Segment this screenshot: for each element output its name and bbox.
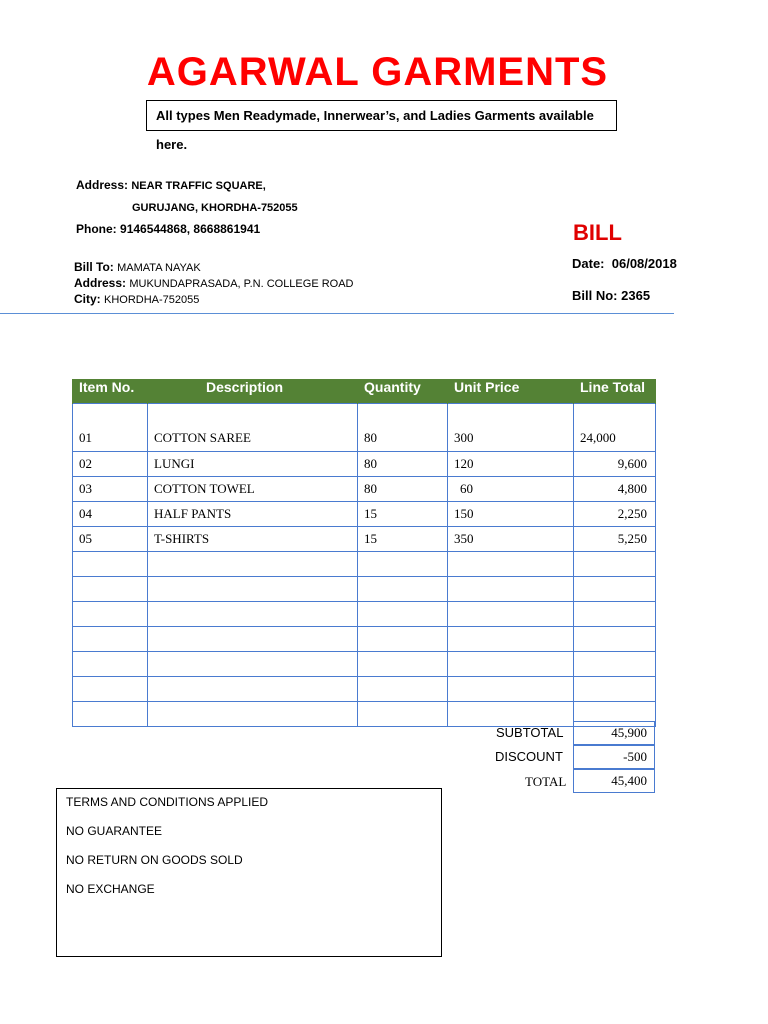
item-line-total: 5,250 bbox=[574, 527, 656, 552]
empty-table-row bbox=[73, 602, 656, 627]
item-quantity: 15 bbox=[358, 527, 448, 552]
table-header-row bbox=[73, 379, 656, 404]
total-value: 45,400 bbox=[573, 769, 655, 793]
bill-title: BILL bbox=[573, 220, 622, 245]
header-quantity: Quantity bbox=[358, 379, 448, 404]
item-quantity: 80 bbox=[358, 477, 448, 502]
customer-city-value: KHORDHA-752055 bbox=[104, 294, 200, 306]
bill-to bbox=[74, 260, 201, 274]
bill-date-label: Date: bbox=[572, 256, 605, 271]
subtotal-value: 45,900 bbox=[573, 721, 655, 745]
table-row bbox=[73, 502, 656, 527]
discount-value: -500 bbox=[573, 745, 655, 769]
header-item-no: Item No. bbox=[73, 379, 148, 404]
discount-label: DISCOUNT bbox=[495, 749, 563, 764]
terms-line: NO GUARANTEE bbox=[66, 824, 163, 838]
item-description: LUNGI bbox=[148, 452, 358, 477]
bill-date-value: 06/08/2018 bbox=[611, 256, 677, 271]
seller-address-line1 bbox=[76, 178, 266, 192]
terms-line: TERMS AND CONDITIONS APPLIED bbox=[66, 795, 269, 809]
subtotal-label: SUBTOTAL bbox=[496, 725, 564, 740]
customer-city-label: City: bbox=[74, 292, 101, 306]
item-description: COTTON SAREE bbox=[148, 404, 358, 452]
empty-table-row bbox=[73, 702, 656, 727]
seller-phone-value: 9146544868, 8668861941 bbox=[120, 222, 261, 236]
seller-address-value: NEAR TRAFFIC SQUARE, bbox=[131, 180, 266, 192]
item-quantity: 80 bbox=[358, 404, 448, 452]
item-line-total: 9,600 bbox=[574, 452, 656, 477]
bill-number bbox=[572, 288, 650, 303]
seller-address-line2 bbox=[132, 200, 298, 214]
header-line-total: Line Total bbox=[574, 379, 656, 404]
item-quantity: 80 bbox=[358, 452, 448, 477]
tagline-box: All types Men Readymade, Innerwear’s, and Ladies Garments available here. bbox=[146, 100, 617, 131]
item-line-total: 24,000 bbox=[574, 404, 656, 452]
item-line-total: 4,800 bbox=[574, 477, 656, 502]
empty-table-row bbox=[73, 652, 656, 677]
bill-to-label: Bill To: bbox=[74, 260, 114, 274]
empty-table-row bbox=[73, 552, 656, 577]
item-unit-price: 150 bbox=[448, 502, 574, 527]
table-row bbox=[73, 527, 656, 552]
shop-name: AGARWAL GARMENTS bbox=[146, 50, 609, 94]
empty-table-row bbox=[73, 577, 656, 602]
bill-number-value: 2365 bbox=[621, 288, 651, 303]
bill-number-label: Bill No: bbox=[572, 288, 618, 303]
seller-phone-label: Phone: bbox=[76, 222, 117, 236]
item-unit-price: 60 bbox=[448, 477, 574, 502]
item-description: T-SHIRTS bbox=[148, 527, 358, 552]
customer-address-label: Address: bbox=[74, 276, 127, 290]
item-line-total: 2,250 bbox=[574, 502, 656, 527]
table-row bbox=[73, 452, 656, 477]
seller-address-value-2: GURUJANG, KHORDHA-752055 bbox=[132, 202, 298, 214]
item-no: 04 bbox=[73, 502, 148, 527]
terms-line: NO EXCHANGE bbox=[66, 882, 155, 896]
item-no: 03 bbox=[73, 477, 148, 502]
items-table bbox=[72, 379, 656, 727]
total-label: TOTAL bbox=[525, 774, 567, 789]
empty-table-row bbox=[73, 627, 656, 652]
header-unit-price: Unit Price bbox=[448, 379, 574, 404]
header-divider bbox=[0, 313, 674, 314]
item-unit-price: 120 bbox=[448, 452, 574, 477]
item-no: 05 bbox=[73, 527, 148, 552]
item-unit-price: 300 bbox=[448, 404, 574, 452]
table-row bbox=[73, 404, 656, 452]
terms-line: NO RETURN ON GOODS SOLD bbox=[66, 853, 243, 867]
bill-date bbox=[572, 256, 677, 271]
customer-address bbox=[74, 276, 354, 290]
seller-address-label: Address: bbox=[76, 178, 129, 192]
item-unit-price: 350 bbox=[448, 527, 574, 552]
item-no: 01 bbox=[73, 404, 148, 452]
customer-city bbox=[74, 292, 199, 306]
customer-address-value: MUKUNDAPRASADA, P.N. COLLEGE ROAD bbox=[129, 278, 354, 290]
terms-box bbox=[56, 788, 442, 957]
item-no: 02 bbox=[73, 452, 148, 477]
seller-phone bbox=[76, 222, 260, 236]
item-description: COTTON TOWEL bbox=[148, 477, 358, 502]
item-quantity: 15 bbox=[358, 502, 448, 527]
header-description: Description bbox=[148, 379, 358, 404]
item-description: HALF PANTS bbox=[148, 502, 358, 527]
customer-name: MAMATA NAYAK bbox=[117, 262, 201, 274]
table-row bbox=[73, 477, 656, 502]
empty-table-row bbox=[73, 677, 656, 702]
